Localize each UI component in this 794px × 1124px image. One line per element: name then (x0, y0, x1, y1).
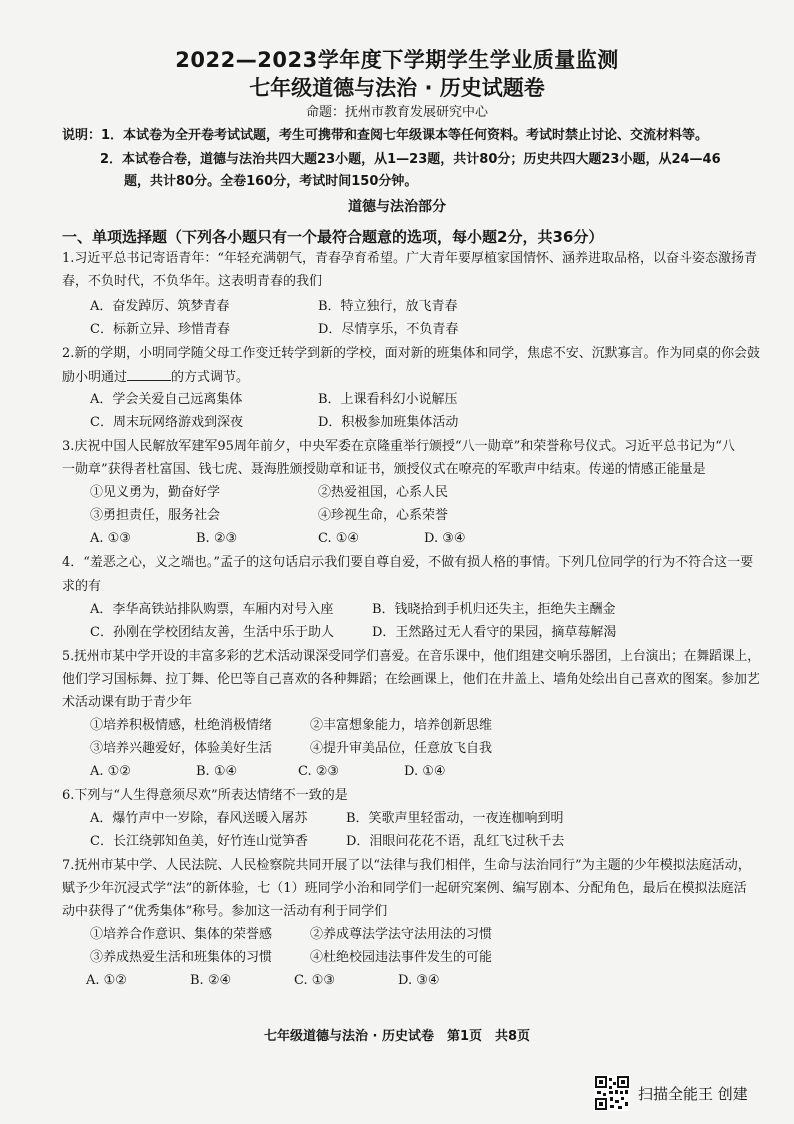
question-3-option-d: D. ③④ (424, 531, 466, 546)
question-6-option-b: B．笑歌声里轻雷动，一夜连枷响到明 (346, 811, 564, 826)
question-7-item-3: ③养成热爱生活和班集体的习惯 (90, 950, 273, 965)
question-1-option-c: C．标新立异、珍惜青春 (90, 322, 230, 337)
question-2-stem-after-blank: 的方式调节。 (171, 370, 250, 385)
question-3-item-1: ①见义勇为，勤奋好学 (90, 485, 221, 500)
answer-blank (127, 368, 171, 381)
question-7-option-d: D. ③④ (398, 973, 440, 988)
question-4-option-a: A．李华高铁站排队购票，车厢内对号入座 (90, 602, 334, 617)
question-7-option-a: A. ①② (86, 973, 127, 988)
question-7-option-b: B. ②④ (190, 973, 232, 988)
question-5-item-4: ④提升审美品位，任意放飞自我 (310, 741, 493, 756)
question-2-option-b: B．上课看科幻小说解压 (318, 392, 458, 407)
question-7-item-2: ②养成尊法学法守法用法的习惯 (310, 927, 493, 942)
question-2-stem-before-blank: 励小明通过 (62, 370, 128, 385)
question-5-option-a: A. ①② (90, 764, 131, 779)
question-7-item-1: ①培养合作意识、集体的荣誉感 (90, 927, 273, 942)
question-1-option-b: B．特立独行，放飞青春 (318, 299, 458, 314)
question-3-item-3: ③勇担责任，服务社会 (90, 508, 221, 523)
question-5-stem-cont: 他们学习国标舞、拉丁舞、伦巴等自己喜欢的各种舞蹈；在绘画课上，他们在井盖上、墙角处绘出自己喜欢的图案。参加艺 (62, 672, 760, 687)
exam-title: 2022—2023学年度下学期学生学业质量监测 (175, 48, 619, 72)
instructions-line-3: 题，共计80分。全卷160分，考试时间150分钟。 (124, 174, 418, 189)
question-3-item-4: ④珍视生命，心系荣誉 (318, 508, 449, 523)
question-7-stem-end: 动中获得了“优秀集体”称号。参加这一活动有利于同学们 (62, 904, 388, 919)
question-7-stem: 7.抚州市某中学、人民法院、人民检察院共同开展了以“法律与我们相伴，生命与法治同行”为主题的少年模拟法庭活动， (62, 858, 751, 873)
question-3-option-c: C. ①④ (318, 531, 360, 546)
question-5-item-3: ③培养兴趣爱好，体验美好生活 (90, 741, 273, 756)
question-4-option-c: C．孙刚在学校团结友善，生活中乐于助人 (90, 625, 334, 640)
qr-code-icon (594, 1075, 630, 1111)
exam-subtitle: 七年级道德与法治 · 历史试题卷 (249, 76, 545, 100)
question-1-stem-cont: 春，不负时代，不负华年。这表明青春的我们 (62, 274, 323, 289)
question-3-item-2: ②热爱祖国，心系人民 (318, 485, 449, 500)
question-5-item-2: ②丰富想象能力，培养创新思维 (310, 718, 493, 733)
question-4-stem-cont: 求的有 (62, 579, 102, 594)
part-heading: 一、单项选择题（下列各小题只有一个最符合题意的选项，每小题2分，共36分） (62, 228, 604, 246)
question-5-item-1: ①培养积极情感，杜绝消极情绪 (90, 718, 273, 733)
question-7-item-4: ④杜绝校园违法事件发生的可能 (310, 950, 493, 965)
question-6-option-c: C．长江绕郭知鱼美，好竹连山觉笋香 (90, 834, 308, 849)
question-6-option-d: D．泪眼问花花不语，乱红飞过秋千去 (346, 834, 565, 849)
instructions-line-1: 说明：1．本试卷为全开卷考试试题，考生可携带和查阅七年级课本等任何资料。考试时禁止讨论、交流材料等。 (62, 128, 709, 143)
question-4-option-b: B．钱晓拾到手机归还失主，拒绝失主酬金 (372, 602, 616, 617)
question-4-option-d: D．王然路过无人看守的果园，摘草莓解渴 (372, 625, 617, 640)
question-5-stem: 5.抚州市某中学开设的丰富多彩的艺术活动课深受同学们喜爱。在音乐课中，他们组建交响乐器团，上台演出；在舞蹈课上， (62, 649, 760, 664)
question-5-option-d: D. ①④ (404, 764, 446, 779)
question-3-option-a: A. ①③ (90, 531, 131, 546)
section-title: 道德与法治部分 (348, 199, 446, 215)
instructions-line-2: 2．本试卷合卷，道德与法治共四大题23小题，从1—23题，共计80分；历史共四大题23小题，从24—46 (100, 152, 721, 167)
question-6-option-a: A．爆竹声中一岁除，春风送暖入屠苏 (90, 811, 308, 826)
question-4-stem: 4．“羞恶之心，义之端也。”孟子的这句话启示我们要自尊自爱，不做有损人格的事情。下列几位同学的行为不符合这一要 (62, 555, 754, 570)
question-7-option-c: C. ①③ (294, 973, 336, 988)
question-1-option-d: D．尽情享乐，不负青春 (318, 322, 459, 337)
question-1-stem: 1.习近平总书记寄语青年：“年轻充满朝气，青春孕育希望。广大青年要厚植家国情怀、涵养进取品格，以奋斗姿态激扬青 (62, 251, 758, 266)
question-7-stem-cont: 赋予少年沉浸式学“法”的新体验，七（1）班同学小治和同学们一起研究案例、编写剧本、分配角色，最后在模拟法庭活 (62, 881, 747, 896)
question-2-option-d: D．积极参加班集体活动 (318, 415, 459, 430)
question-5-option-b: B. ①④ (196, 764, 238, 779)
page-footer: 七年级道德与法治 · 历史试卷 第1页 共8页 (263, 1029, 531, 1044)
question-2-stem: 2.新的学期，小明同学随父母工作变迁转学到新的学校，面对新的班集体和同学，焦虑不安、沉默寡言。作为同桌的你会鼓 (62, 346, 760, 361)
question-3-stem: 3.庆祝中国人民解放军建军95周年前夕，中央军委在京隆重举行颁授“八一勋章”和荣誉称号仪式。习近平总书记为“八 (62, 439, 735, 454)
question-2-stem-cont (62, 368, 249, 387)
question-1-option-a: A．奋发踔厉、筑梦青春 (90, 299, 230, 314)
scanner-watermark: 扫描全能王 创建 (638, 1085, 748, 1103)
question-2-option-a: A．学会关爱自己远离集体 (90, 392, 243, 407)
question-5-option-c: C. ②③ (298, 764, 340, 779)
question-6-stem: 6.下列与“人生得意须尽欢”所表达情绪不一致的是 (62, 788, 348, 803)
question-3-option-b: B. ②③ (196, 531, 238, 546)
question-2-option-c: C．周末玩网络游戏到深夜 (90, 415, 243, 430)
question-5-stem-end: 术活动课有助于青少年 (62, 695, 193, 710)
question-3-stem-cont: 一勋章”获得者杜富国、钱七虎、聂海胜颁授勋章和证书，颁授仪式在嘹亮的军歌声中结束。传递的情感正能量是 (62, 462, 706, 477)
exam-author: 命题：抚州市教育发展研究中心 (305, 105, 488, 120)
